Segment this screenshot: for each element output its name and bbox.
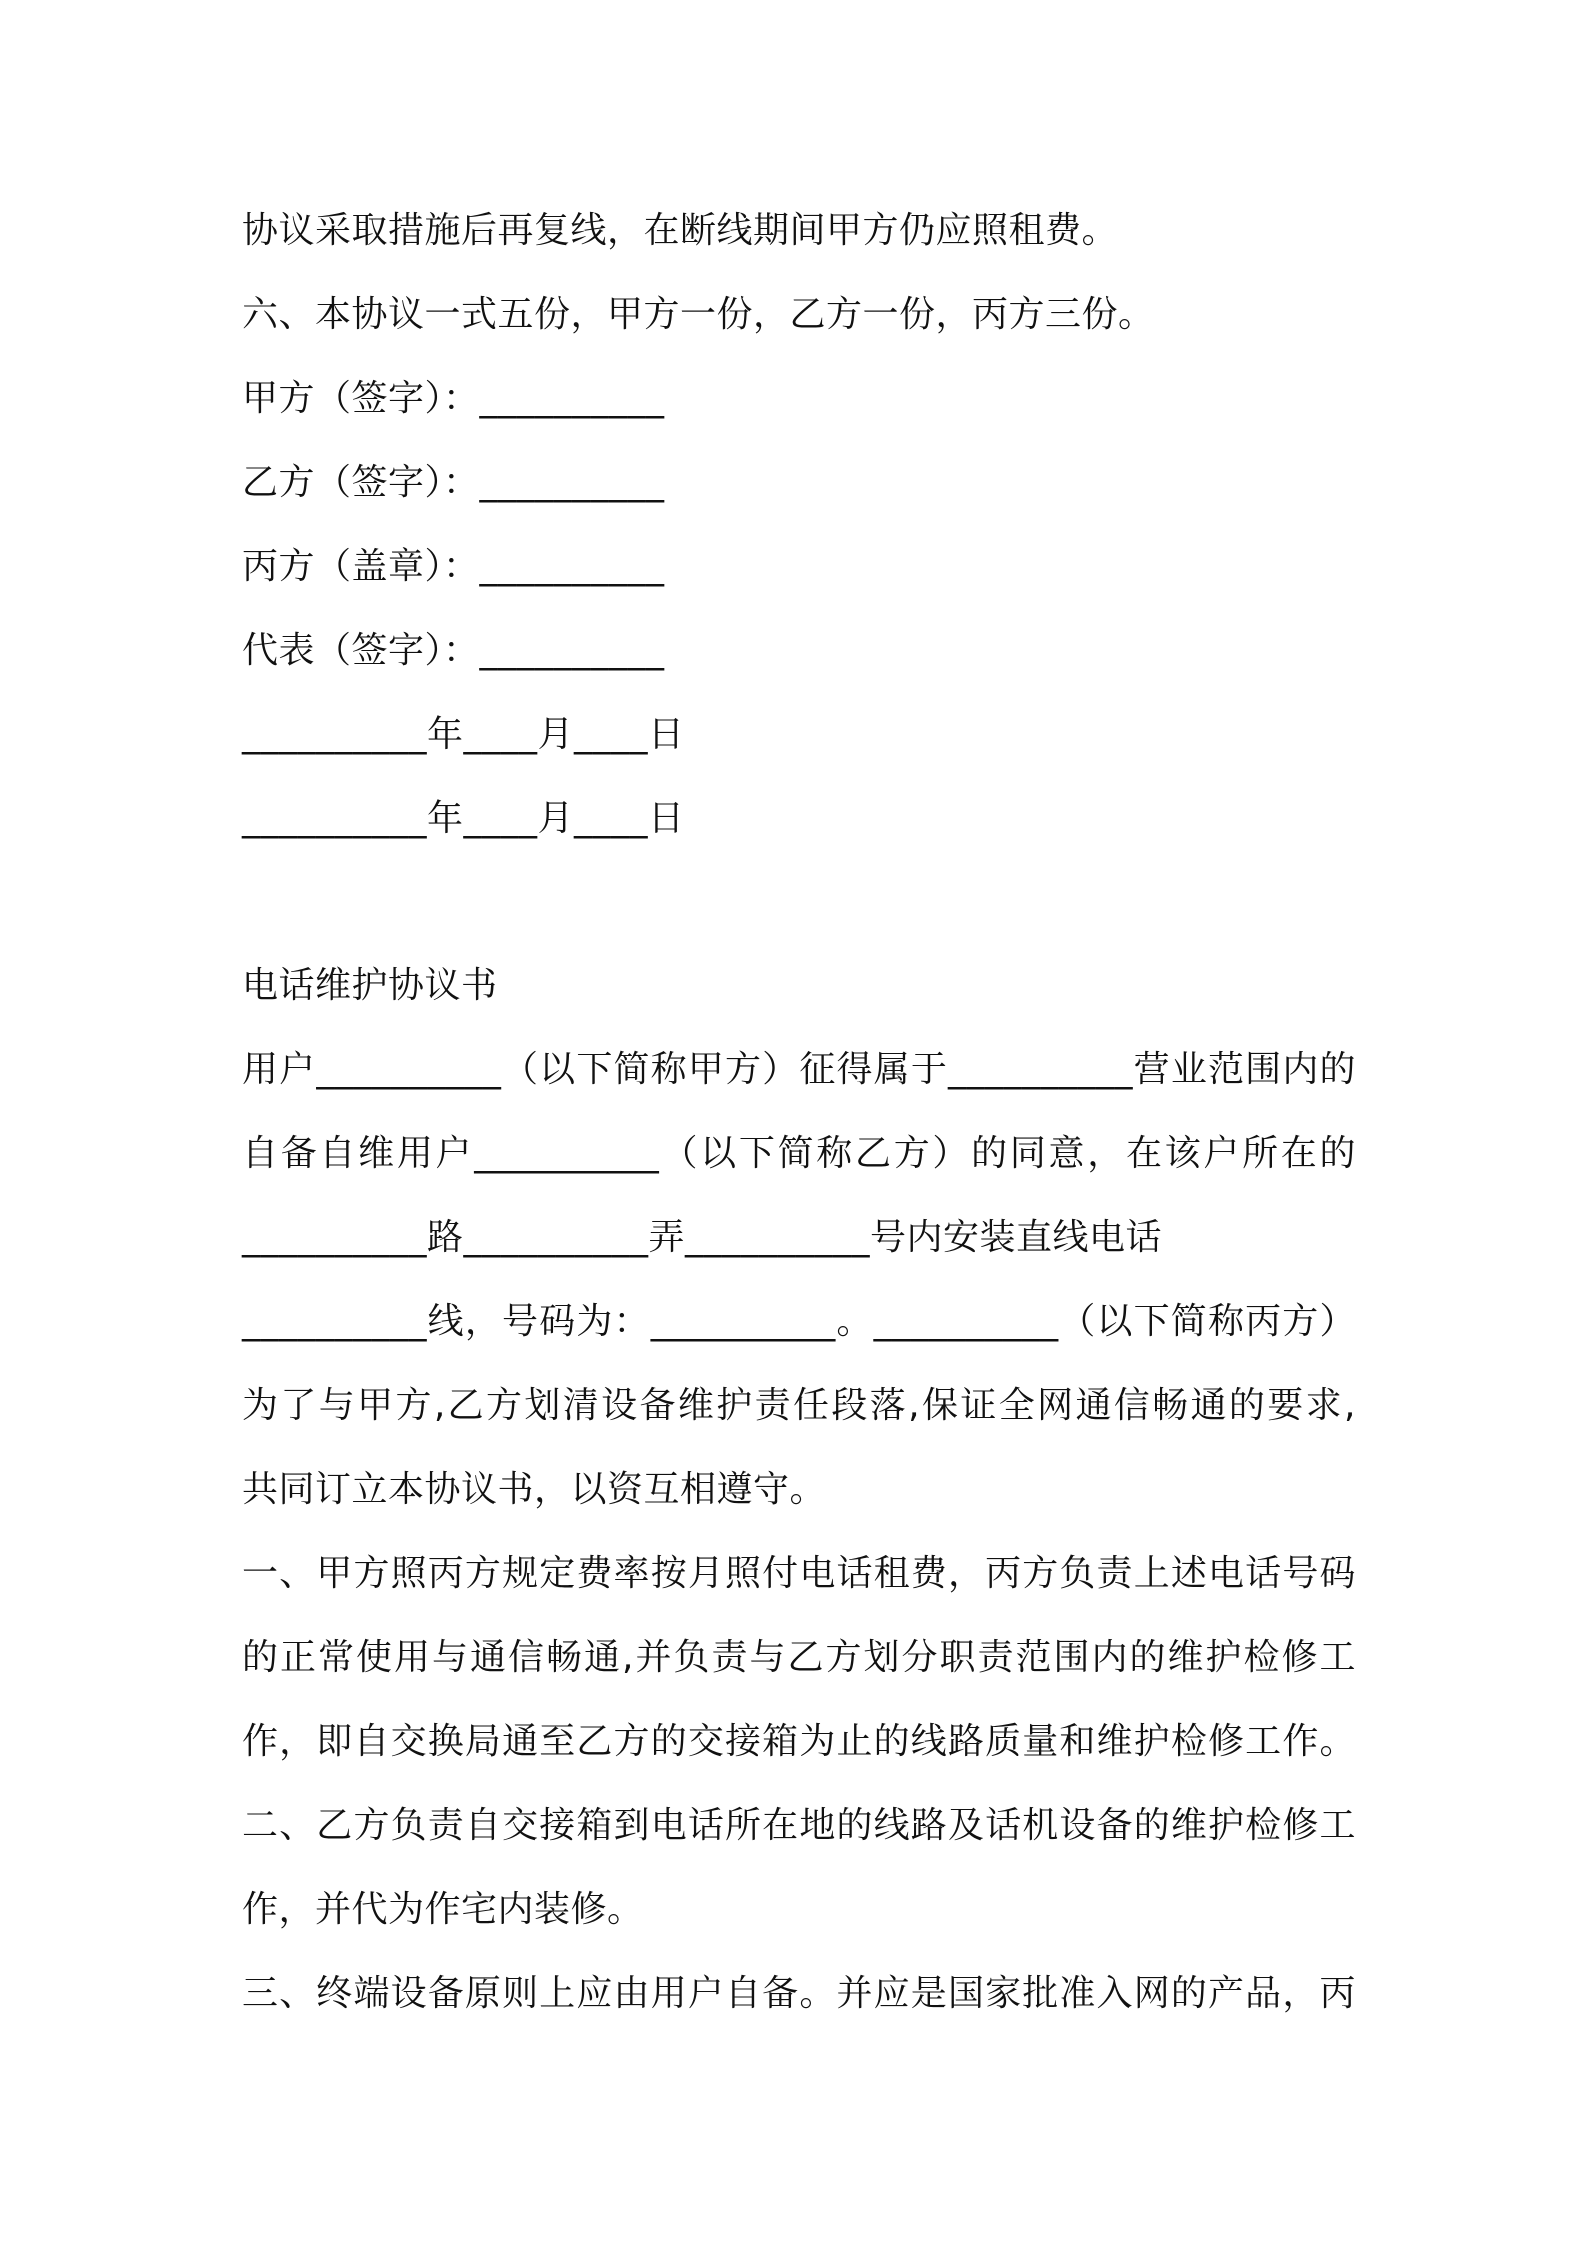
clause-one-line: 作，即自交换局通至乙方的交接箱为止的线路质量和维护检修工作。 (242, 1721, 1356, 1762)
document-title: 电话维护协议书 (242, 965, 498, 1006)
paragraph-line: 用户__________（以下简称甲方）征得属于__________营业范围内的 (242, 1049, 1356, 1090)
clause-one-line: 一、甲方照丙方规定费率按月照付电话租费，丙方负责上述电话号码 (242, 1553, 1356, 1594)
paragraph-line: __________线，号码为：__________。__________（以下简称丙方） (242, 1301, 1356, 1342)
text-line-clause-six: 六、本协议一式五份，甲方一份，乙方一份，丙方三份。 (242, 294, 1155, 335)
signature-representative: 代表（签字）：__________ (242, 630, 665, 671)
clause-three-line: 三、终端设备原则上应由用户自备。并应是国家批准入网的产品，丙 (242, 1973, 1356, 2014)
seal-party-c: 丙方（盖章）：__________ (242, 546, 665, 587)
date-line-2: __________年____月____日 (242, 798, 685, 839)
paragraph-line: 为了与甲方,乙方划清设备维护责任段落,保证全网通信畅通的要求, (242, 1385, 1356, 1426)
clause-two-line: 二、乙方负责自交接箱到电话所在地的线路及话机设备的维护检修工 (242, 1805, 1356, 1846)
text-line-prev-clause-end: 协议采取措施后再复线，在断线期间甲方仍应照租费。 (242, 210, 1119, 251)
signature-party-a: 甲方（签字）：__________ (242, 378, 665, 419)
date-line-1: __________年____月____日 (242, 714, 685, 755)
clause-two-line: 作，并代为作宅内装修。 (242, 1889, 644, 1930)
signature-party-b: 乙方（签字）：__________ (242, 462, 665, 503)
clause-one-line: 的正常使用与通信畅通,并负责与乙方划分职责范围内的维护检修工 (242, 1637, 1356, 1678)
paragraph-line: __________路__________弄__________号内安装直线电话 (242, 1217, 1163, 1258)
paragraph-line: 自备自维用户__________（以下简称乙方）的同意，在该户所在的 (242, 1133, 1356, 1174)
paragraph-line: 共同订立本协议书，以资互相遵守。 (242, 1469, 827, 1510)
